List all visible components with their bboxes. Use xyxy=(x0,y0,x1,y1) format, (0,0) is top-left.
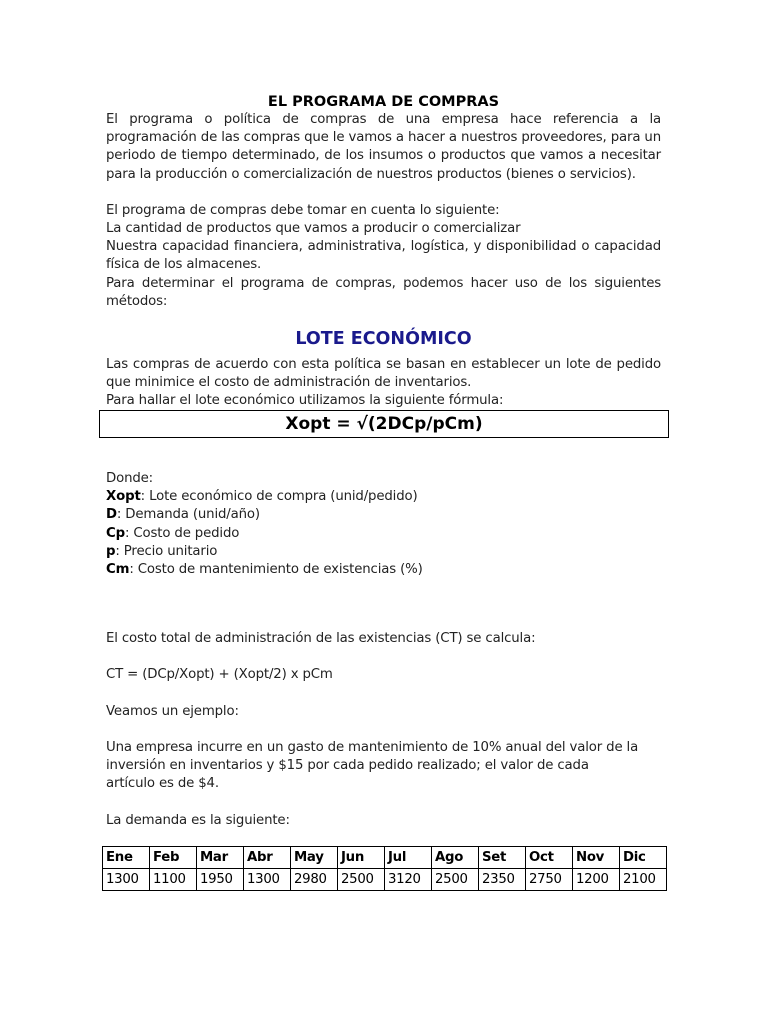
demand-intro: La demanda es la siguiente: xyxy=(106,813,290,828)
month-header: Ago xyxy=(432,847,479,869)
definition-desc: : Costo de pedido xyxy=(124,525,240,541)
intro-consider: El programa de compras debe tomar en cuenta lo siguiente: xyxy=(106,203,500,218)
intro-methods: Para determinar el programa de compras, podemos hacer uso de los siguientes métodos: xyxy=(106,276,661,310)
definition-term: Xopt xyxy=(106,489,141,505)
month-header: Set xyxy=(479,847,526,869)
demand-value: 1100 xyxy=(150,869,197,891)
month-header: Abr xyxy=(244,847,291,869)
intro-paragraph: El programa o política de compras de una empresa hace referencia a la programación de las compras que le vamos a hacer a nuestros proveedores, para un periodo de tiempo determinado, de los insumos o productos que vamos a necesitar para la producción o comercialización de nuestros productos (bienes o servicios). xyxy=(106,112,661,182)
definition-item xyxy=(106,506,661,524)
demand-value-row xyxy=(103,869,667,891)
section-paragraph: Las compras de acuerdo con esta política se basan en establecer un lote de pedido que minimice el costo de administración de inventarios. xyxy=(106,357,661,391)
month-header: Oct xyxy=(526,847,573,869)
definitions-list xyxy=(106,470,661,579)
example-paragraph xyxy=(106,739,666,794)
month-header: Ene xyxy=(103,847,150,869)
month-header: Dic xyxy=(620,847,667,869)
month-header: Mar xyxy=(197,847,244,869)
total-cost-intro: El costo total de administración de las existencias (CT) se calcula: xyxy=(106,631,536,646)
definition-desc: : Demanda (unid/año) xyxy=(116,507,260,523)
section-title: LOTE ECONÓMICO xyxy=(295,329,472,349)
intro-item-capacity: Nuestra capacidad financiera, administrativa, logística, y disponibilidad o capacidad física de los almacenes. xyxy=(106,239,661,273)
example-line: artículo es de $4. xyxy=(106,776,219,792)
page-title: EL PROGRAMA DE COMPRAS xyxy=(267,94,500,110)
demand-value: 1300 xyxy=(244,869,291,891)
definition-term: Cm xyxy=(106,562,130,578)
total-cost-formula: CT = (DCp/Xopt) + (Xopt/2) x pCm xyxy=(106,667,333,682)
demand-value: 1200 xyxy=(573,869,620,891)
definitions-heading: Donde: xyxy=(106,471,154,486)
month-header: Feb xyxy=(150,847,197,869)
month-header: May xyxy=(291,847,338,869)
eoq-formula: Xopt = √(2DCp/pCm) xyxy=(285,414,483,434)
eoq-formula-box xyxy=(99,410,669,438)
month-header: Jun xyxy=(338,847,385,869)
demand-value: 2980 xyxy=(291,869,338,891)
definition-term: D xyxy=(106,507,117,523)
definition-item xyxy=(106,525,661,543)
intro-item-quantity: La cantidad de productos que vamos a producir o comercializar xyxy=(106,221,521,236)
month-header: Jul xyxy=(385,847,432,869)
demand-value: 3120 xyxy=(385,869,432,891)
demand-value: 1300 xyxy=(103,869,150,891)
definition-term: Cp xyxy=(106,525,125,541)
definition-desc: : Costo de mantenimiento de existencias (%) xyxy=(129,562,423,578)
definition-item xyxy=(106,543,661,561)
definition-item xyxy=(106,488,661,506)
demand-value: 1950 xyxy=(197,869,244,891)
demand-value: 2350 xyxy=(479,869,526,891)
definition-term: p xyxy=(106,543,116,559)
formula-intro: Para hallar el lote económico utilizamos la siguiente fórmula: xyxy=(106,393,504,408)
example-intro: Veamos un ejemplo: xyxy=(106,704,239,719)
definition-item xyxy=(106,561,661,579)
example-line: inversión en inventarios y $15 por cada pedido realizado; el valor de cada xyxy=(106,758,589,774)
demand-value: 2500 xyxy=(432,869,479,891)
demand-header-row xyxy=(103,847,667,869)
month-header: Nov xyxy=(573,847,620,869)
demand-value: 2500 xyxy=(338,869,385,891)
demand-table xyxy=(102,846,667,891)
definition-desc: : Lote económico de compra (unid/pedido) xyxy=(140,489,418,505)
example-line: Una empresa incurre en un gasto de mantenimiento de 10% anual del valor de la xyxy=(106,740,639,755)
demand-value: 2750 xyxy=(526,869,573,891)
definition-desc: : Precio unitario xyxy=(115,543,218,559)
demand-value: 2100 xyxy=(620,869,667,891)
